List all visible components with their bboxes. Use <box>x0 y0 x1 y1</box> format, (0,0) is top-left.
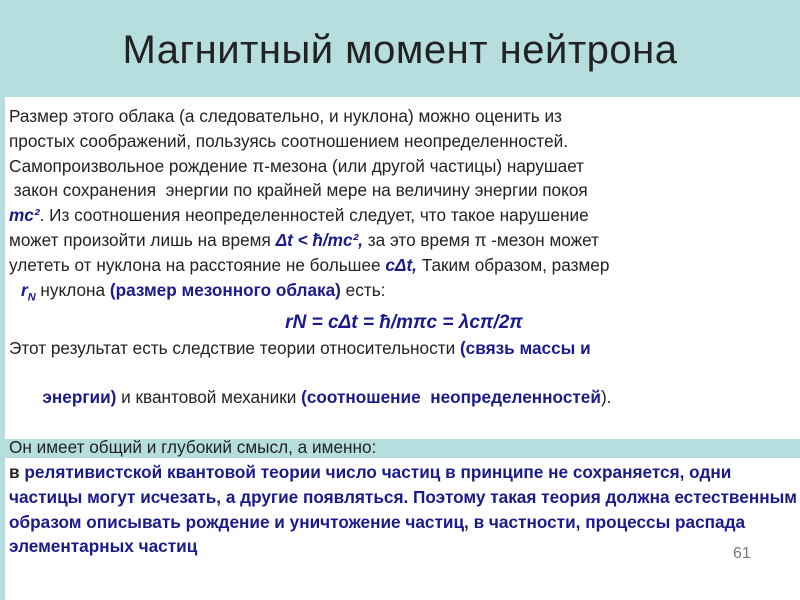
radius-symbol: r <box>21 279 28 300</box>
text-span: и квантовой механики <box>116 387 302 408</box>
text-line <box>9 336 799 361</box>
text-span: есть: <box>340 279 386 300</box>
time-formula: Δt < ħ/mc², <box>275 229 364 250</box>
slide-number: 61 <box>733 545 751 562</box>
conclusion-text: релятивистской квантовой теории число частиц в принципе не сохраняется, одни частицы могут исчезать, а другие появляться. Поэтому такая теория должна естественным образом описывать рождение и уничтожение частиц, в частности, процессы распада элементарных частиц <box>9 462 797 557</box>
text-span: улететь от нуклона на расстояние не большее <box>9 254 386 275</box>
text-line: закон сохранения энергии по крайней мере на величину энергии покоя <box>9 180 588 201</box>
mass-energy-term: (связь массы и <box>459 337 591 358</box>
uncertainty-term: (соотношение неопределенностей <box>301 387 601 408</box>
text-line: Размер этого облака (а следовательно, и нуклона) можно оценить из <box>9 106 562 126</box>
meson-cloud-term: (размер мезонного облака) <box>109 279 341 300</box>
text-line <box>9 278 799 310</box>
text-line <box>9 228 799 253</box>
text-line: Он имеет общий и глубокий смысл, а именно: <box>9 437 377 457</box>
text-span: Таким образом, размер <box>416 254 610 275</box>
conclusion-paragraph <box>9 460 799 559</box>
first-letter: в <box>9 462 20 482</box>
slide-title: Магнитный момент нейтрона <box>122 28 678 72</box>
rest-energy-term: mc² <box>9 205 40 226</box>
main-paragraph <box>9 104 799 460</box>
text-span: ). <box>600 387 612 408</box>
main-text-box <box>5 97 800 457</box>
distance-formula: cΔt, <box>385 254 417 275</box>
text-line: простых соображений, пользуясь соотношением неопределенностей. <box>9 130 569 151</box>
text-span: . Из соотношения неопределенностей следует, что такое нарушение <box>39 205 589 226</box>
text-line <box>9 361 799 435</box>
mass-energy-term: энергии) <box>37 387 117 408</box>
text-line <box>9 203 799 228</box>
text-line: Самопроизвольное рождение π-мезона (или другой частицы) нарушает <box>9 155 585 176</box>
text-span: может произойти лишь на время <box>9 229 276 250</box>
text-span: нуклона <box>35 279 110 300</box>
text-line <box>9 253 799 278</box>
conclusion-text-box <box>5 458 800 600</box>
nucleon-size-formula: rN = cΔt = ħ/mπc = λcπ/2π <box>285 311 523 333</box>
text-span: Этот результат есть следствие теории относительности <box>9 337 460 358</box>
text-span: за это время π -мезон может <box>363 229 599 250</box>
radius-subscript: N <box>27 291 36 304</box>
